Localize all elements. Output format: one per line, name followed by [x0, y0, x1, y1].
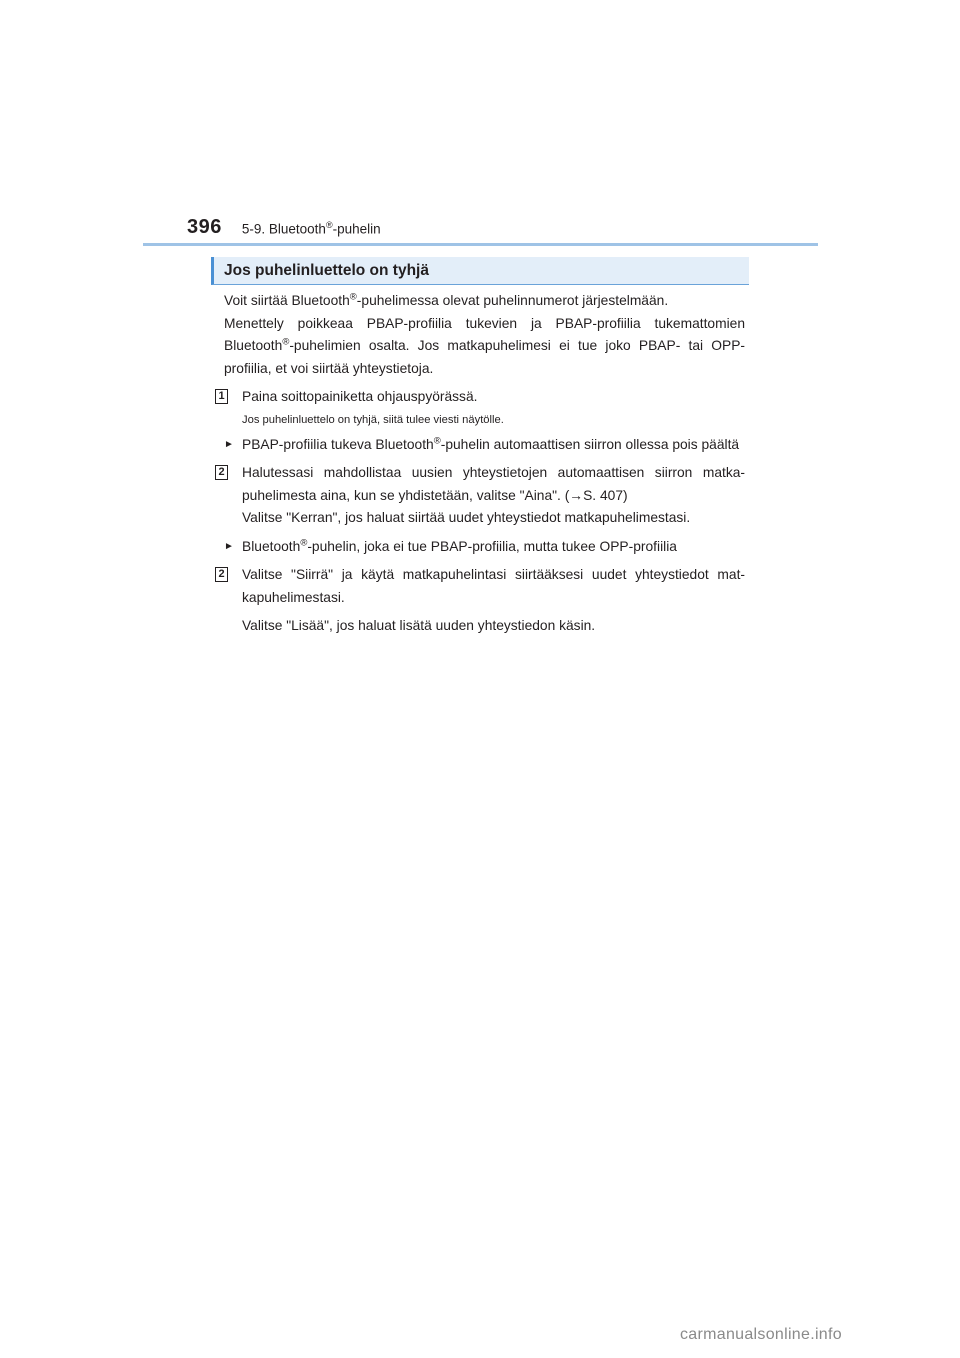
case-opp	[224, 536, 745, 559]
watermark: carmanualsonline.info	[680, 1326, 842, 1343]
step-2-opp	[218, 564, 745, 638]
step-1-text: Paina soittopainiketta ohjauspyörässä.	[242, 389, 478, 404]
step-number-box: 1	[215, 389, 228, 404]
page-header	[187, 216, 381, 239]
chapter-title: 5-9. Bluetooth®-puhelin	[241, 219, 381, 236]
step-2-pbap-text: Halutessasi mahdollistaa uusien yhteystietojen automaattisen siirron matka-puhelimesta aina, kun se yhdistetään, valitse "Aina". (→S. 407)	[242, 465, 745, 503]
step-number-box: 2	[215, 567, 228, 582]
case-pbap	[224, 434, 745, 457]
step-1-note: Jos puhelinluettelo on tyhjä, siitä tulee viesti näytölle.	[242, 413, 504, 426]
step-2-pbap	[218, 462, 745, 530]
header-divider	[143, 243, 818, 246]
triangle-bullet-icon: ►	[224, 540, 234, 552]
case-pbap-heading: PBAP-profiilia tukeva Bluetooth®-puhelin automaattisen siirron ollessa pois päältä	[242, 434, 740, 452]
main-content	[218, 290, 745, 638]
triangle-bullet-icon: ►	[224, 438, 234, 450]
step-2-opp-text: Valitse "Siirrä" ja käytä matkapuhelintasi siirtääksesi uudet yhteystiedot mat-kapuhelimestasi.	[242, 567, 745, 605]
step-2-opp-text2: Valitse "Lisää", jos haluat lisätä uuden yhteystiedon käsin.	[242, 618, 596, 633]
step-number-box: 2	[215, 465, 228, 480]
step-2-pbap-text2: Valitse "Kerran", jos haluat siirtää uudet yhteystiedot matkapuhelimestasi.	[242, 510, 691, 525]
section-title: Jos puhelinluettelo on tyhjä	[211, 257, 749, 285]
intro-paragraph: Voit siirtää Bluetooth®-puhelimessa olevat puhelinnumerot järjestelmään. Menettely poikkeaa PBAP-profiilia tukevien ja PBAP-profiilia tukemattomien Bluetooth®-puhelimien osalta. Jos matkapuhelimesi ei tue joko PBAP- tai OPP-profiilia, et voi siirtää yhteystietoja.	[224, 291, 745, 376]
step-1	[218, 386, 745, 429]
case-opp-heading: Bluetooth®-puhelin, joka ei tue PBAP-profiilia, mutta tukee OPP-profiilia	[242, 536, 677, 554]
page-number: 396	[187, 216, 222, 238]
